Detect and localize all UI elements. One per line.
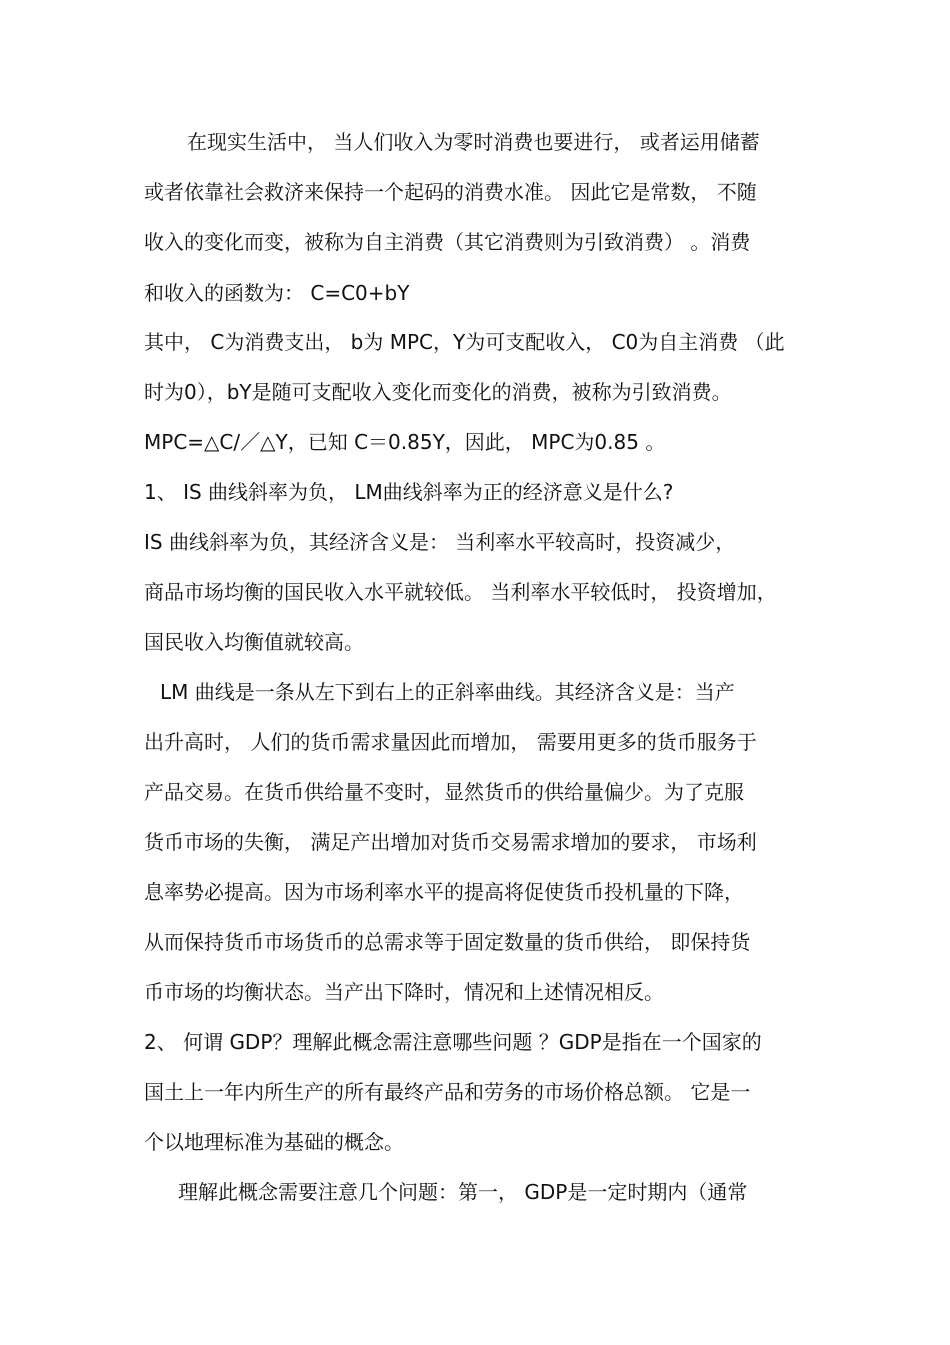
text-line-6: 时为0），bY是随可支配收入变化而变化的消费，被称为引致消费。 [144,380,732,404]
text-line-13: 出升高时， 人们的货币需求量因此而增加， 需要用更多的货币服务于 [144,730,757,754]
text-line-20: 国土上一年内所生产的所有最终产品和劳务的市场价格总额。 它是一 [144,1080,751,1104]
question-1-heading: 1、 IS 曲线斜率为负， LM曲线斜率为正的经济意义是什么? [144,480,674,504]
text-line-12: LM 曲线是一条从左下到右上的正斜率曲线。其经济含义是：当产 [160,680,735,704]
text-line-14: 产品交易。在货币供给量不变时，显然货币的供给量偏少。为了克服 [144,780,744,804]
text-line-22: 理解此概念需要注意几个问题：第一， GDP是一定时期内（通常 [178,1180,748,1204]
text-line-3: 收入的变化而变，被称为自主消费（其它消费则为引致消费） 。消费 [144,230,751,254]
text-line-2: 或者依靠社会救济来保持一个起码的消费水准。 因此它是常数， 不随 [144,180,757,204]
text-line-11: 国民收入均衡值就较高。 [144,630,364,654]
text-line-18: 币市场的均衡状态。当产出下降时，情况和上述情况相反。 [144,980,664,1004]
text-line-9: IS 曲线斜率为负，其经济含义是： 当利率水平较高时，投资减少， [144,530,736,554]
text-line-5: 其中， C为消费支出， b为 MPC，Y为可支配收入， C0为自主消费 （此 [144,330,785,354]
text-line-21: 个以地理标准为基础的概念。 [144,1130,404,1154]
text-line-10: 商品市场均衡的国民收入水平就较低。 当利率水平较低时， 投资增加， [144,580,777,604]
question-2-heading: 2、 何谓 GDP？理解此概念需注意哪些问题 ？GDP是指在一个国家的 [144,1030,762,1054]
text-line-1: 在现实生活中， 当人们收入为零时消费也要进行， 或者运用储蓄 [187,130,760,154]
text-line-4: 和收入的函数为： C=C0+bY [144,281,410,305]
text-line-7: MPC=△C/／△Y，已知 C＝0.85Y，因此， MPC为0.85 。 [144,430,666,454]
text-line-17: 从而保持货币市场货币的总需求等于固定数量的货币供给， 即保持货 [144,930,751,954]
text-line-16: 息率势必提高。因为市场利率水平的提高将促使货币投机量的下降， [144,880,744,904]
text-line-15: 货币市场的失衡， 满足产出增加对货币交易需求增加的要求， 市场利 [144,830,757,854]
